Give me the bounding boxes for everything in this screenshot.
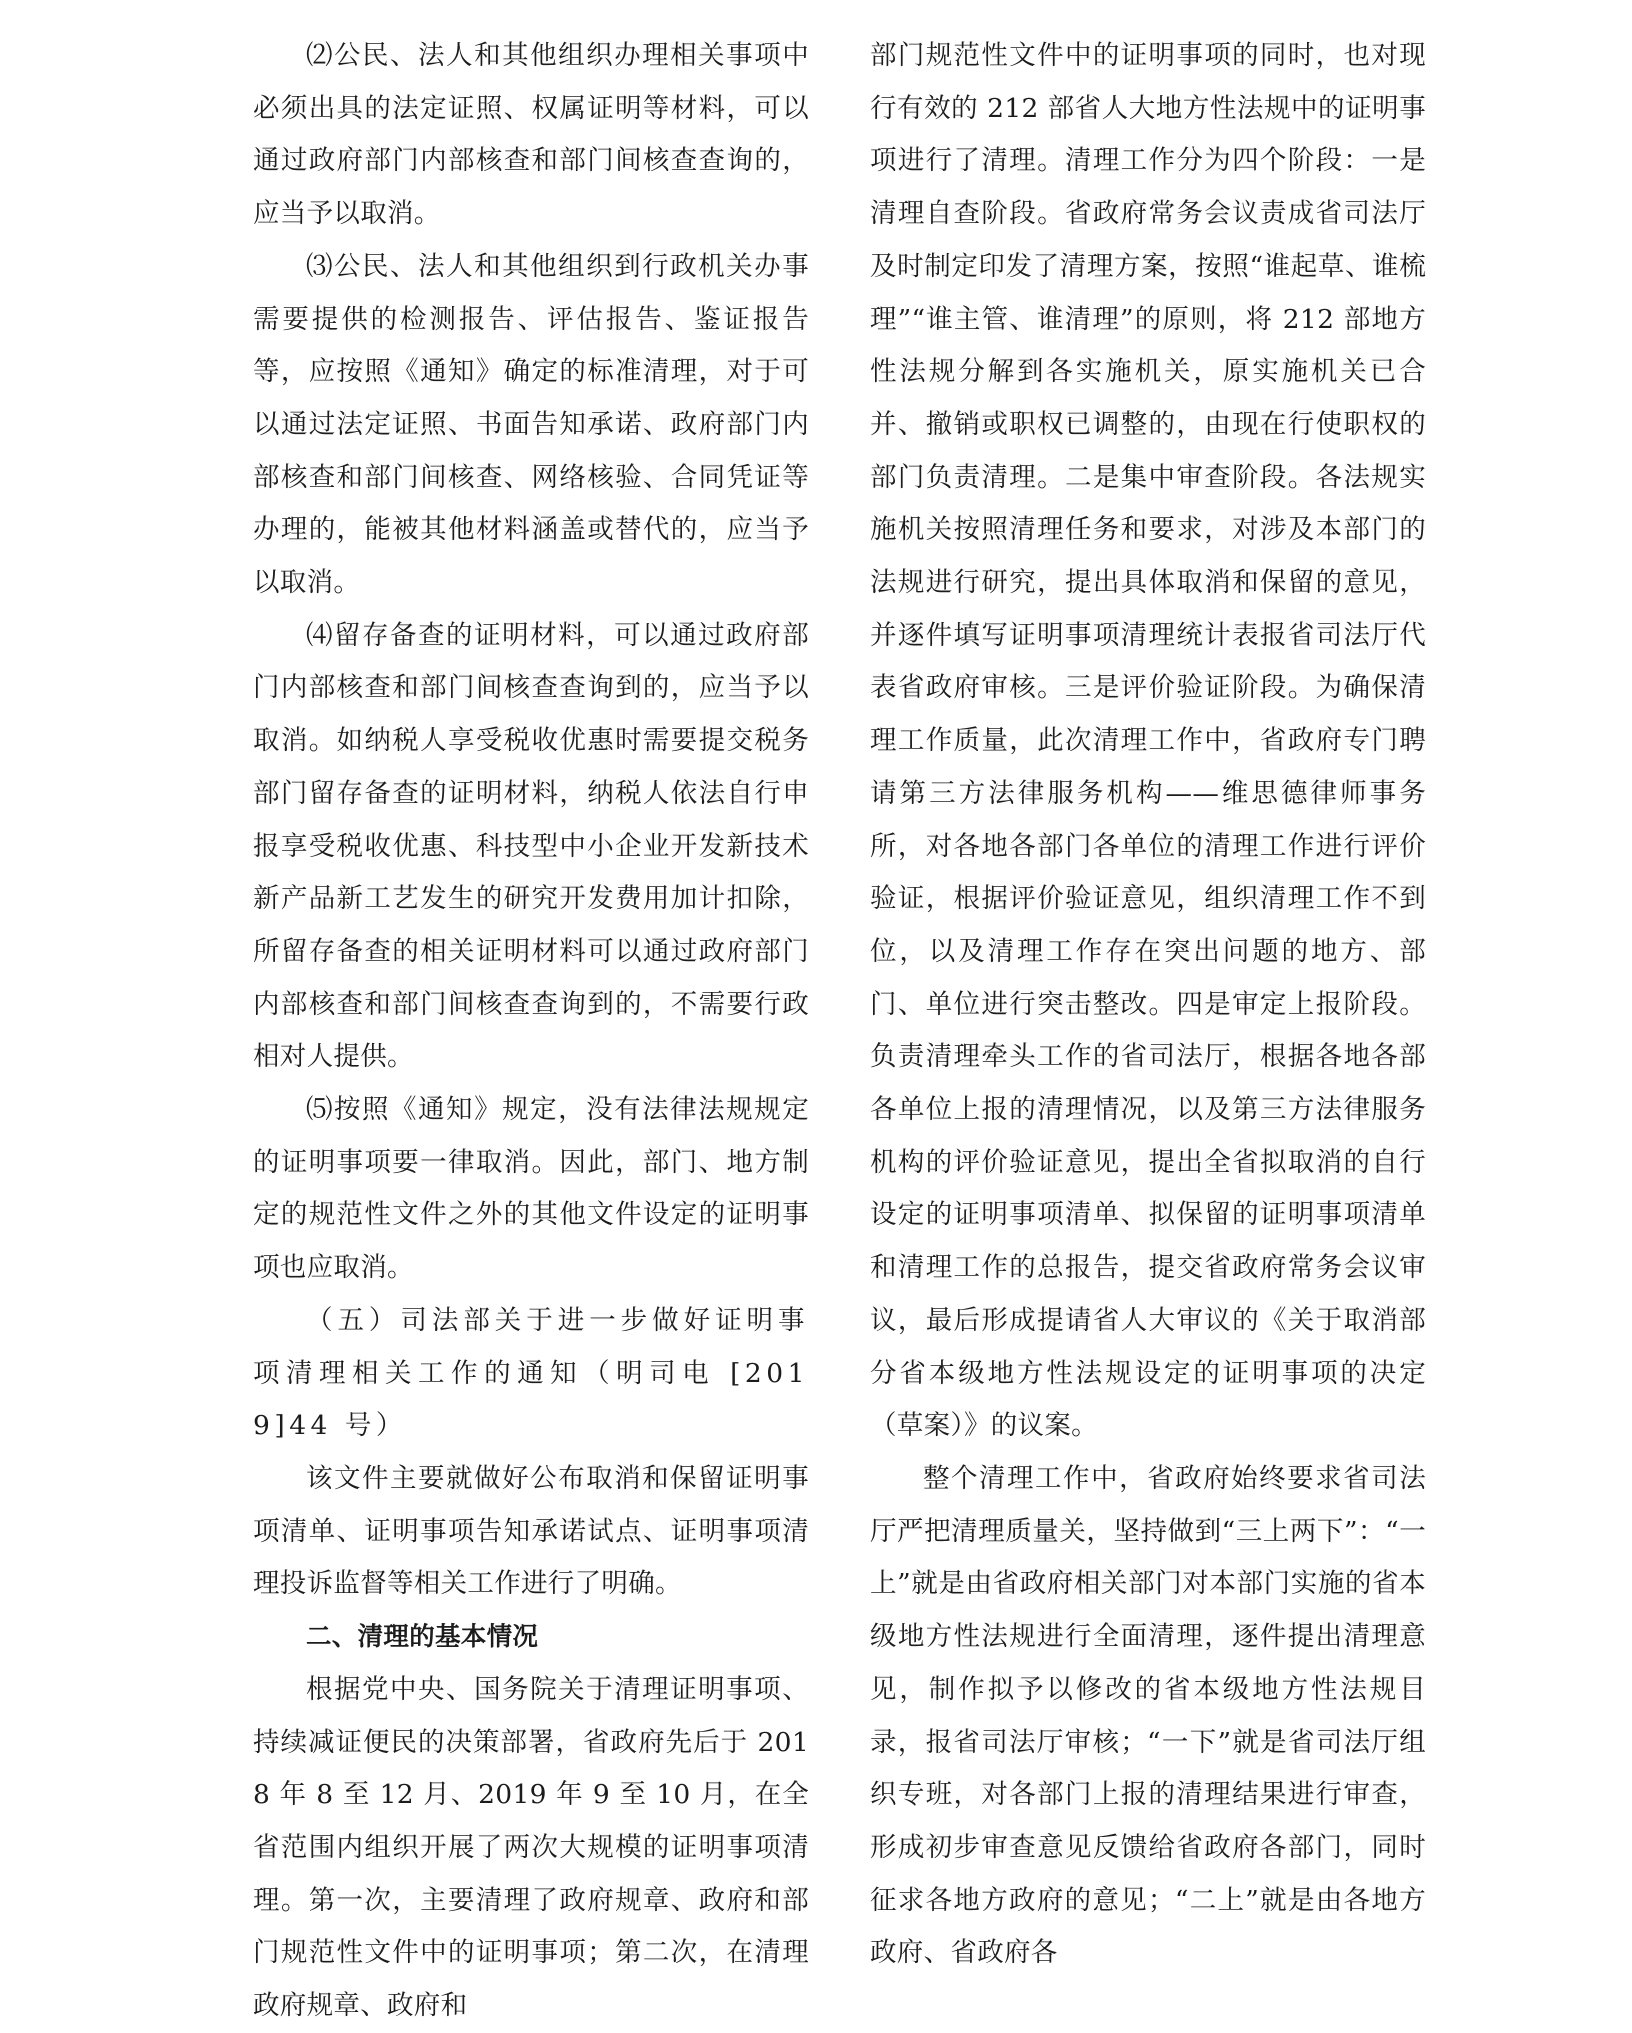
paragraph-three-up-two-down: 整个清理工作中，省政府始终要求省司法厅严把清理质量关，坚持做到“三上两下”：“一上”就是由省政府相关部门对本部门实施的省本级地方性法规进行全面清理，逐件提出清理意见，制作拟予以修改的省本级地方性法规目录，报省司法厅审核；“一下”就是省司法厅组织专班，对各部门上报的清理结果进行审查，形成初步审查意见反馈给省政府各部门，同时征求各地方政府的意见；“二上”就是由各地方政府、省政府各 [870, 1462, 1426, 1969]
section-paragraph: 根据党中央、国务院关于清理证明事项、持续减证便民的决策部署，省政府先后于 2018 年 8 至 12 月、2019 年 9 至 10 月，在全省范围内组织开展了两次大规模的证明事项清理。第一次，主要清理了政府规章、政府和部门规范性文件中的证明事项；第二次，在清理政府规章、政府和 [253, 1673, 809, 2022]
right-column [870, 30, 1426, 1980]
paragraph-item-5: ⑸按照《通知》规定，没有法律法规规定的证明事项要一律取消。因此，部门、地方制定的规范性文件之外的其他文件设定的证明事项也应取消。 [253, 1094, 809, 1284]
section-heading: 二、清理的基本情况 [306, 1622, 539, 1653]
paragraph-item-3: ⑶公民、法人和其他组织到行政机关办事需要提供的检测报告、评估报告、鉴证报告等，应按照《通知》确定的标准清理，对于可以通过法定证照、书面告知承诺、政府部门内部核查和部门间核查、网络核验、合同凭证等办理的，能被其他材料涵盖或替代的，应当予以取消。 [253, 250, 809, 599]
paragraph-item-4: ⑷留存备查的证明材料，可以通过政府部门内部核查和部门间核查查询到的，应当予以取消。如纳税人享受税收优惠时需要提交税务部门留存备查的证明材料，纳税人依法自行申报享受税收优惠、科技型中小企业开发新技术新产品新工艺发生的研究开发费用加计扣除，所留存备查的相关证明材料可以通过政府部门内部核查和部门间核查查询到的，不需要行政相对人提供。 [253, 619, 809, 1073]
left-column [253, 30, 809, 2033]
continued-paragraph: 部门规范性文件中的证明事项的同时，也对现行有效的 212 部省人大地方性法规中的证明事项进行了清理。清理工作分为四个阶段：一是清理自查阶段。省政府常务会议责成省司法厅及时制定印发了清理方案，按照“谁起草、谁梳理”“谁主管、谁清理”的原则，将 212 部地方性法规分解到各实施机关，原实施机关已合并、撤销或职权已调整的，由现在行使职权的部门负责清理。二是集中审查阶段。各法规实施机关按照清理任务和要求，对涉及本部门的法规进行研究，提出具体取消和保留的意见，并逐件填写证明事项清理统计表报省司法厅代表省政府审核。三是评价验证阶段。为确保清理工作质量，此次清理工作中，省政府专门聘请第三方法律服务机构——维思德律师事务所，对各地各部门各单位的清理工作进行评价验证，根据评价验证意见，组织清理工作不到位，以及清理工作存在突出问题的地方、部门、单位进行突击整改。四是审定上报阶段。负责清理牵头工作的省司法厅，根据各地各部各单位上报的清理情况，以及第三方法律服务机构的评价验证意见，提出全省拟取消的自行设定的证明事项清单、拟保留的证明事项清单和清理工作的总报告，提交省政府常务会议审议，最后形成提请省人大审议的《关于取消部分省本级地方性法规设定的证明事项的决定（草案）》的议案。 [870, 40, 1426, 1442]
subsection-heading: （五）司法部关于进一步做好证明事项清理相关工作的通知（明司电 [2019]44 号） [253, 1304, 809, 1442]
subsection-paragraph: 该文件主要就做好公布取消和保留证明事项清单、证明事项告知承诺试点、证明事项清理投诉监督等相关工作进行了明确。 [253, 1462, 809, 1600]
paragraph-item-2: ⑵公民、法人和其他组织办理相关事项中必须出具的法定证照、权属证明等材料，可以通过政府部门内部核查和部门间核查查询的，应当予以取消。 [253, 40, 809, 230]
